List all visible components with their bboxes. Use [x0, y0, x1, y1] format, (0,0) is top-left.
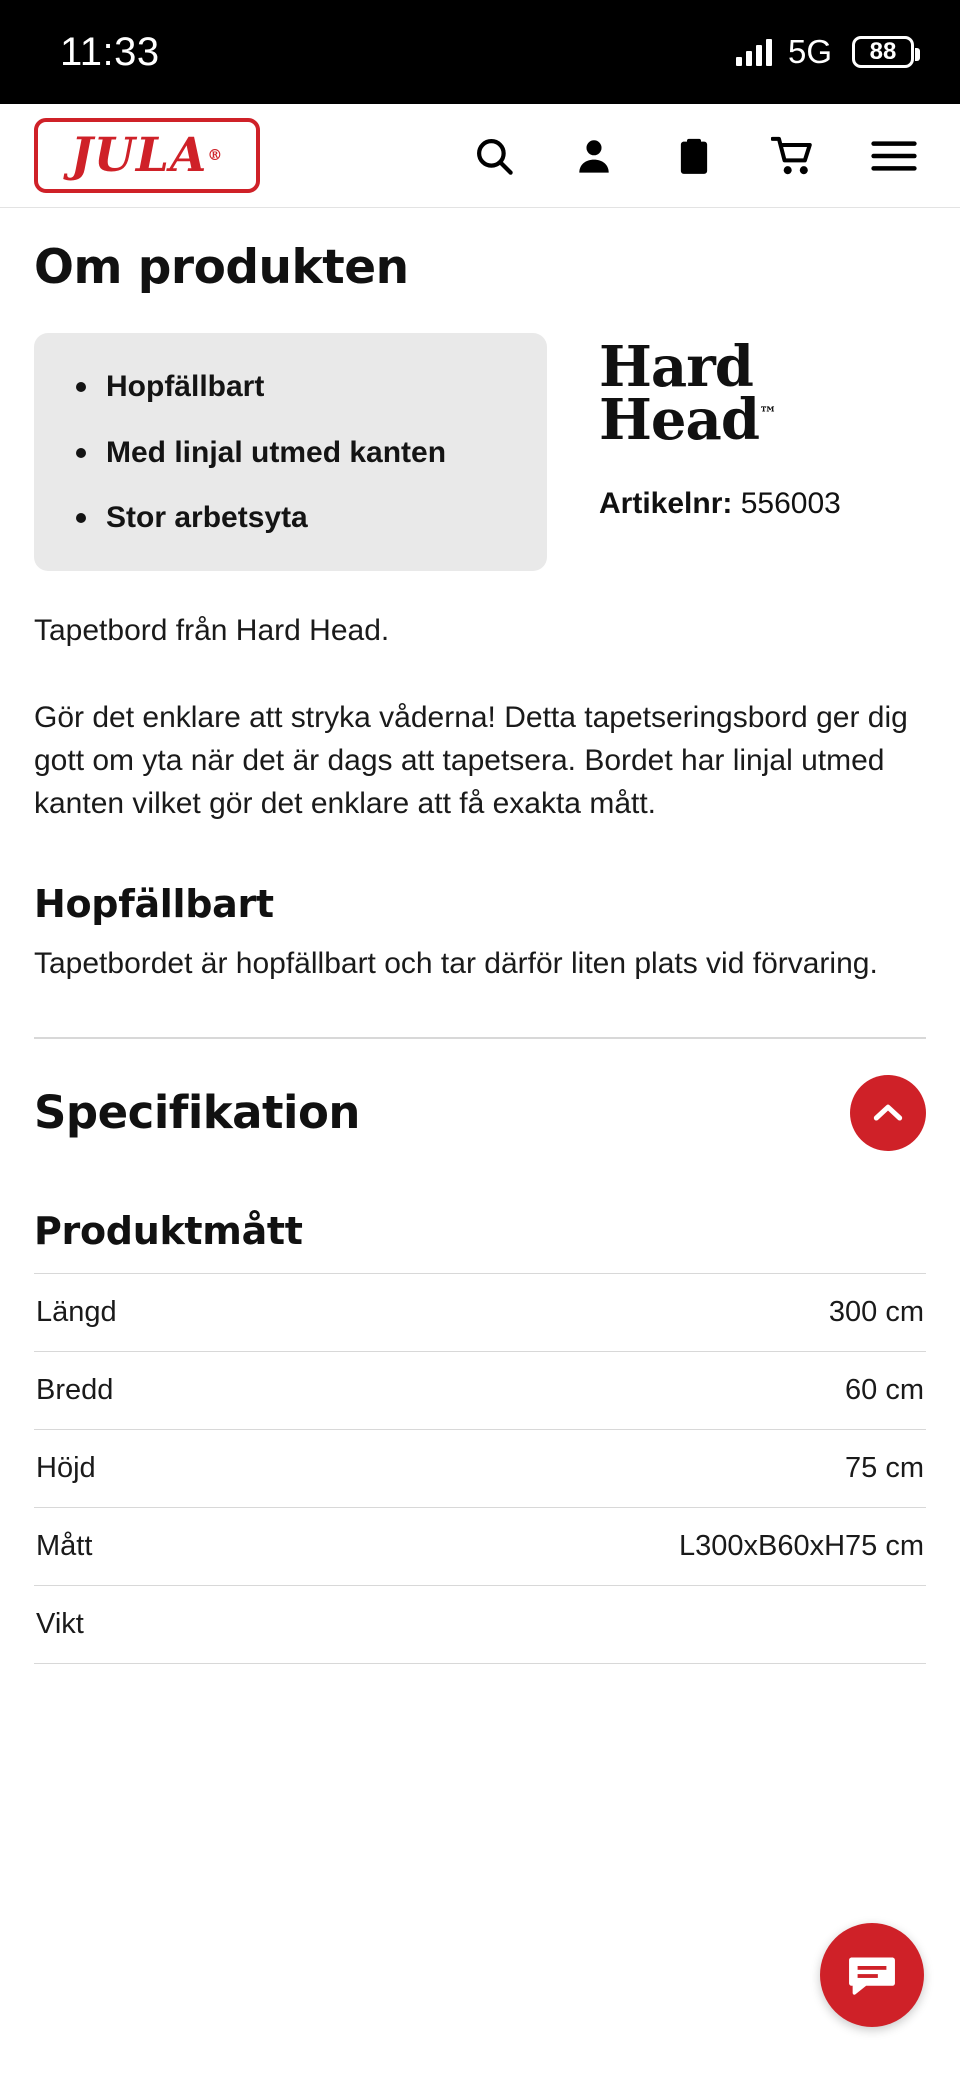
- foldable-section-title: Hopfällbart: [34, 881, 274, 926]
- hard-head-brand-logo: [599, 334, 926, 454]
- status-time: 11:33: [60, 29, 160, 74]
- spec-value: 60 cm: [845, 1373, 924, 1406]
- status-indicators: [736, 33, 914, 71]
- product-description-text: Gör det enklare att stryka våderna! Detta tapetseringsbord ger dig gott om yta när det är dags att tapetsera. Bordet har linjal utmed kanten vilket gör det enklare att få exakta mått.: [34, 700, 908, 821]
- battery-icon: [852, 36, 914, 68]
- brand-trademark: ™: [758, 403, 777, 425]
- site-header: [0, 104, 960, 208]
- table-row: [34, 1351, 926, 1429]
- foldable-section-text: Tapetbordet är hopfällbart och tar därför liten plats vid förvaring.: [34, 946, 878, 980]
- brand-logo-line1: Hard: [599, 334, 753, 400]
- jula-logo-text: JULA: [70, 128, 208, 183]
- product-content: [0, 240, 960, 1664]
- spec-label: Vikt: [36, 1607, 84, 1640]
- brand-logo-line2: Head: [599, 387, 759, 454]
- brand-column: [547, 333, 926, 521]
- spec-value: 300 cm: [828, 1295, 924, 1328]
- spec-label: Bredd: [36, 1373, 114, 1406]
- spec-value: 75 cm: [845, 1451, 924, 1484]
- table-row: [34, 1507, 926, 1585]
- article-number-label: Artikelnr:: [599, 487, 733, 521]
- menu-icon[interactable]: [870, 132, 918, 180]
- table-row: [34, 1585, 926, 1664]
- account-icon[interactable]: [570, 132, 618, 180]
- list-item: Stor arbetsyta: [64, 500, 517, 537]
- spec-label: Mått: [36, 1529, 93, 1562]
- feature-list: [64, 369, 517, 537]
- features-brand-row: [34, 333, 926, 571]
- jula-logo-registered: ®: [207, 146, 224, 164]
- signal-bars-icon: [736, 38, 772, 66]
- network-type-label: 5G: [787, 33, 832, 70]
- spec-value: L300xB60xH75 cm: [678, 1529, 924, 1562]
- battery-level-label: 88: [869, 38, 897, 65]
- specification-title: Specifikation: [34, 1086, 360, 1140]
- article-number-value: 556003: [740, 487, 841, 521]
- status-bar: [0, 0, 960, 104]
- cart-icon[interactable]: [770, 132, 818, 180]
- table-row: [34, 1273, 926, 1351]
- section-divider: [34, 1037, 926, 1039]
- article-number: [599, 487, 926, 521]
- list-icon[interactable]: [670, 132, 718, 180]
- list-item: Hopfällbart: [64, 369, 517, 406]
- chevron-up-icon[interactable]: [850, 1075, 926, 1151]
- search-icon[interactable]: [470, 132, 518, 180]
- header-actions: [470, 132, 924, 180]
- table-row: [34, 1429, 926, 1507]
- product-measurements-title: Produktmått: [34, 1208, 303, 1253]
- product-intro-text: Tapetbord från Hard Head.: [34, 613, 390, 647]
- about-section-title: Om produkten: [34, 240, 409, 295]
- chat-icon[interactable]: [820, 1923, 924, 2027]
- spec-label: Längd: [36, 1295, 117, 1328]
- list-item: Med linjal utmed kanten: [64, 435, 517, 472]
- specification-header[interactable]: [34, 1075, 926, 1151]
- feature-bullets-card: [34, 333, 547, 571]
- jula-logo[interactable]: [34, 118, 260, 193]
- spec-label: Höjd: [36, 1451, 96, 1484]
- specification-table: [34, 1273, 926, 1664]
